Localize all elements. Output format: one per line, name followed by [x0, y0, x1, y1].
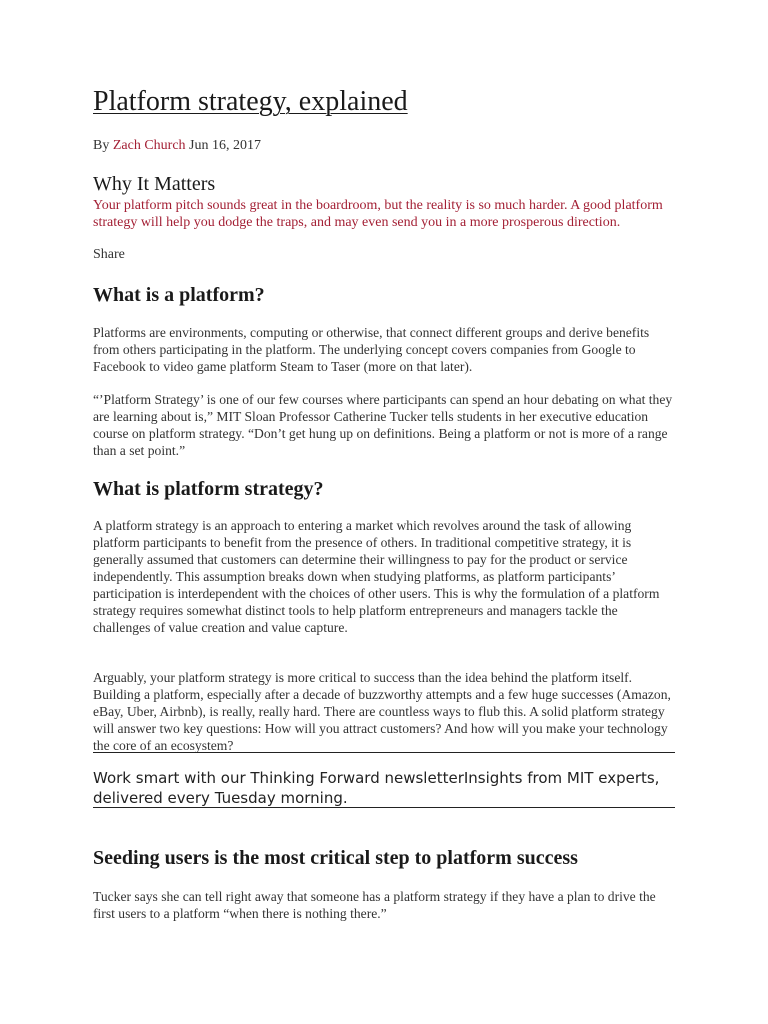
byline — [93, 138, 261, 154]
section-heading-seeding-users: Seeding users is the most critical step to platform success — [93, 847, 578, 869]
paragraph: A platform strategy is an approach to entering a market which revolves around the task of allowing platform participants to benefit from the presence of others. In traditional competitive strategy, it is generally assumed that customers can determine their willingness to pay for the product or service independently. This assumption breaks down when studying platforms, as platform participants’ participation is interdependent with the choices of other users. This is why the formulation of a platform strategy requires somewhat distinct tools to help platform entrepreneurs and managers tackle the challenges of value creation and value capture. — [93, 518, 660, 635]
section-heading-what-is-platform: What is a platform? — [93, 284, 265, 306]
newsletter-banner[interactable] — [93, 752, 675, 808]
byline-prefix: By — [93, 138, 113, 153]
paragraph: Platforms are environments, computing or otherwise, that connect different groups and derive benefits from others participating in the platform. The underlying concept covers companies from Google to Facebook to video game platform Steam to Taser (more on that later). — [93, 325, 650, 374]
paragraph: Arguably, your platform strategy is more critical to success than the idea behind the platform itself. Building a platform, especially after a decade of buzzworthy attempts and a few huge successes (Amazon, eBay, Uber, Airbnb), is really, really hard. There are countless ways to flub this. A solid platform strategy will answer two key questions: How will you attract customers? And how will you make your technology the core of an ecosystem? — [93, 670, 671, 753]
paragraph: Tucker says she can tell right away that someone has a platform strategy if they have a plan to drive the first users to a platform “when there is nothing there.” — [93, 889, 656, 921]
paragraph: “’Platform Strategy’ is one of our few courses where participants can spend an hour debating on what they are learning about is,” MIT Sloan Professor Catherine Tucker tells students in her executive education course on platform strategy. “Don’t get hung up on definitions. Being a platform or not is more of a range than a set point.” — [93, 392, 673, 458]
why-it-matters-summary: Your platform pitch sounds great in the boardroom, but the reality is so much harder. A good platform strategy will help you dodge the traps, and may even send you in a more prosperous direction. — [93, 198, 663, 230]
share-button[interactable]: Share — [93, 247, 125, 262]
article-title[interactable]: Platform strategy, explained — [93, 86, 408, 117]
newsletter-text[interactable]: Work smart with our Thinking Forward newsletterInsights from MIT experts, delivered every Tuesday morning. — [93, 769, 660, 807]
publish-date: Jun 16, 2017 — [185, 138, 261, 153]
why-it-matters-heading: Why It Matters — [93, 173, 216, 195]
author-link[interactable]: Zach Church — [112, 138, 186, 153]
section-heading-what-is-strategy: What is platform strategy? — [93, 478, 324, 500]
